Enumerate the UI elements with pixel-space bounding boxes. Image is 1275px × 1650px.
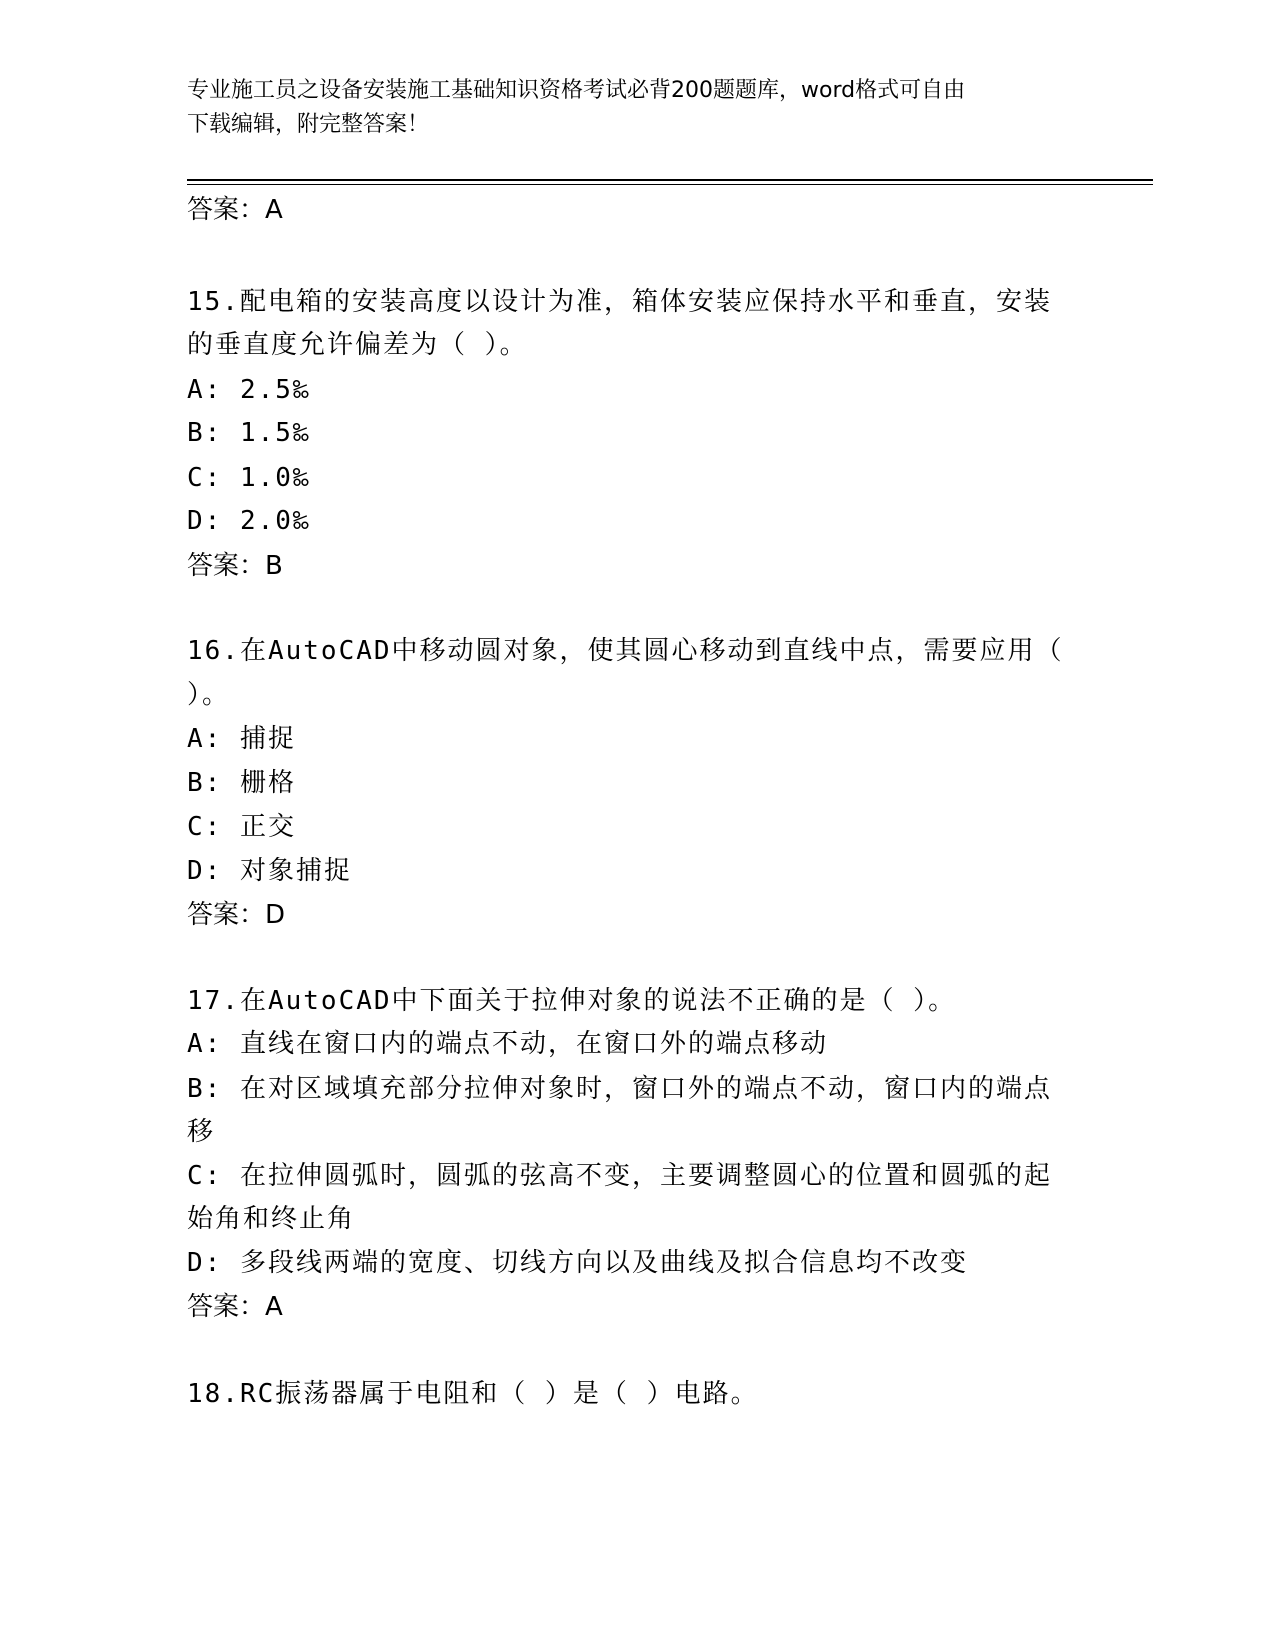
header-line-1: 专业施工员之设备安装施工基础知识资格考试必背200题题库，word格式可自由 [187,78,966,103]
document-header [187,74,1087,142]
q17-stem-line-1: 17.在AutoCAD中下面关于拉伸对象的说法不正确的是（ ）。 [187,986,957,1016]
q15-option-d: D: 2.0‰ [187,506,311,536]
q16-option-b: B: 栅格 [187,768,296,798]
q15-option-b: B: 1.5‰ [187,418,311,448]
q16-stem-line-1: 16.在AutoCAD中移动圆对象，使其圆心移动到直线中点，需要应用（ [187,636,1064,666]
q15-answer: 答案：B [187,551,283,581]
q16-stem-line-2: ）。 [187,680,231,710]
q17-option-a: A: 直线在窗口内的端点不动，在窗口外的端点移动 [187,1029,828,1059]
q15-stem-line-1: 15.配电箱的安装高度以设计为准，箱体安装应保持水平和垂直，安装 [187,287,1052,317]
header-line-2: 下载编辑，附完整答案！ [187,112,430,137]
q16-option-c: C: 正交 [187,812,296,842]
q17-option-c-line-1: C: 在拉伸圆弧时，圆弧的弦高不变，主要调整圆心的位置和圆弧的起 [187,1161,1052,1191]
q15-stem-line-2: 的垂直度允许偏差为（ ）。 [187,330,528,360]
q15-option-c: C: 1.0‰ [187,463,311,493]
q17-option-b-line-2: 移 [187,1117,216,1147]
header-rule-thin [187,184,1153,185]
q15-option-a: A: 2.5‰ [187,375,311,405]
q16-option-a: A: 捕捉 [187,724,296,754]
q17-option-c-line-2: 始角和终止角 [187,1204,356,1234]
q18-stem-line-1: 18.RC振荡器属于电阻和（ ）是（ ）电路。 [187,1379,759,1409]
q17-option-b-line-1: B: 在对区域填充部分拉伸对象时，窗口外的端点不动，窗口内的端点 [187,1074,1052,1104]
answer-previous: 答案：A [187,195,283,225]
q17-answer: 答案：A [187,1292,283,1322]
q16-answer: 答案：D [187,900,286,930]
header-rule-thick [187,179,1153,181]
q17-option-d: D: 多段线两端的宽度、切线方向以及曲线及拟合信息均不改变 [187,1248,968,1278]
q16-option-d: D: 对象捕捉 [187,856,352,886]
